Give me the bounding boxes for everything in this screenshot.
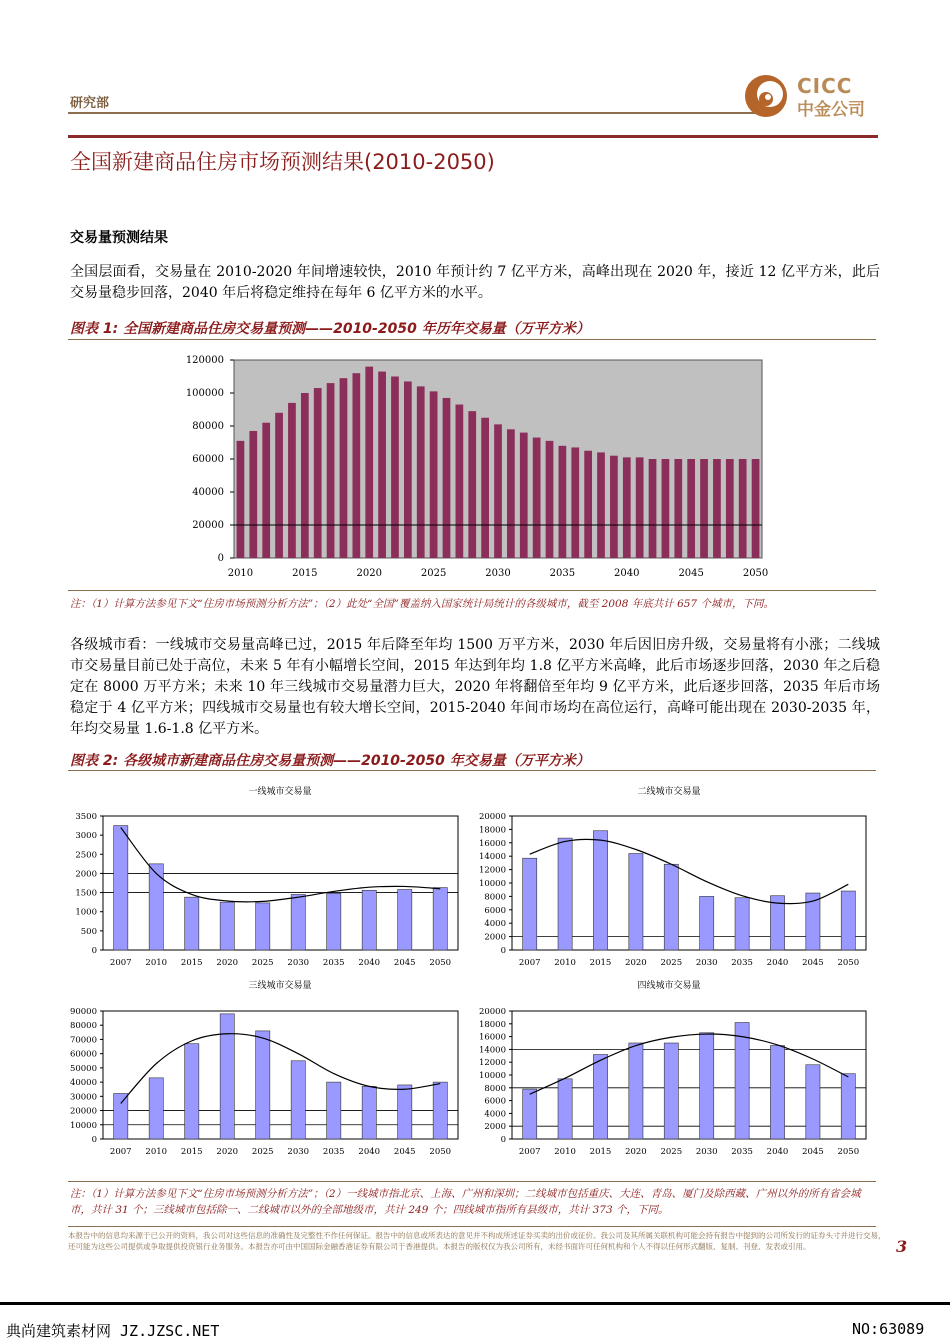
bar-2035 xyxy=(327,893,341,950)
figure2-note: 注：（1）计算方法参见下文“住房市场预测分析方法”；（2）一线城市指北京、上海、广州和深圳；二线城市包括重庆、大连、青岛、厦门及除西藏、广州以外的所有省会城市，共计 31 个；三线城市包括除一、二线城市以外的全部地级市，共计 249 个；四线城市指所有县级市，共计 373 个，下同。 xyxy=(70,1188,861,1216)
y-tick-label: 30000 xyxy=(69,1092,97,1103)
y-tick-label: 12000 xyxy=(478,1058,506,1069)
x-tick-label: 2010 xyxy=(554,958,576,968)
y-tick-label: 40000 xyxy=(69,1078,97,1089)
footer-id: NO:63089 xyxy=(852,1320,925,1338)
bar-2025 xyxy=(664,864,678,950)
x-tick-label: 2035 xyxy=(731,958,753,968)
x-tick-label: 2030 xyxy=(485,568,511,579)
x-tick-label: 2025 xyxy=(420,568,447,579)
y-tick-label: 80000 xyxy=(192,421,224,432)
x-tick-label: 2020 xyxy=(625,958,647,968)
x-tick-label: 2045 xyxy=(678,568,704,579)
y-tick-label: 2500 xyxy=(75,850,97,861)
y-tick-label: 3500 xyxy=(75,812,97,822)
bar-2040 xyxy=(770,1046,784,1139)
y-tick-label: 12000 xyxy=(478,865,506,876)
y-tick-label: 2000 xyxy=(484,932,506,943)
y-tick-label: 8000 xyxy=(484,1083,506,1094)
x-tick-label: 2035 xyxy=(731,1147,753,1157)
x-tick-label: 2040 xyxy=(358,1147,381,1157)
y-tick-label: 2000 xyxy=(75,869,97,880)
bar-2007 xyxy=(523,1089,537,1139)
x-tick-label: 2025 xyxy=(660,958,683,968)
x-tick-label: 2050 xyxy=(429,1147,452,1157)
y-tick-label: 10000 xyxy=(69,1120,97,1131)
x-tick-label: 2050 xyxy=(837,1147,860,1157)
y-tick-label: 120000 xyxy=(185,355,224,366)
y-tick-label: 40000 xyxy=(192,487,224,498)
page-title: 全国新建商品住房市场预测结果(2010-2050) xyxy=(70,150,495,174)
bar-2020 xyxy=(629,854,643,950)
x-tick-label: 2040 xyxy=(358,958,381,968)
bar-2050 xyxy=(433,888,447,950)
x-tick-label: 2015 xyxy=(292,568,318,579)
bar-2007 xyxy=(523,858,537,950)
bar-2010 xyxy=(149,864,163,950)
y-tick-label: 80000 xyxy=(69,1021,97,1032)
department-label: 研究部 xyxy=(70,96,110,111)
figure2-title: 图表 2: 各级城市新建商品住房交易量预测——2010-2050 年交易量（万平方米） xyxy=(70,753,590,769)
bar-2010 xyxy=(558,1079,572,1139)
bar-2030 xyxy=(291,1061,305,1139)
paragraph-city-tiers: 各级城市看：一线城市交易量高峰已过，2015 年后降至年均 1500 万平方米，2030 年后因旧房升级，交易量将有小涨；二线城市交易量目前已处于高位，未来 5 年有小幅增长空间，2015 年达到年均 1.8 亿平方米高峰，此后市场逐步回落，2030 年之后稳定在 8000 万平方米；未来 10 年三线城市交易量潜力巨大，2020 年将翻倍至年均 9 亿平方米，此后逐步回落，2035 年后市场稳定于 4 亿平方米；四线城市交易量也有较大增长空间，2015-2040 年间市场均在高位运行，高峰可能出现在 2030-2035 年，年均交易量 1.6-1.8 亿平方米。 xyxy=(70,637,880,737)
bar-2025 xyxy=(256,1031,270,1139)
x-tick-label: 2040 xyxy=(766,1147,789,1157)
x-tick-label: 2020 xyxy=(625,1147,647,1157)
y-tick-label: 8000 xyxy=(484,892,506,903)
x-tick-label: 2015 xyxy=(589,1147,612,1157)
x-tick-label: 2010 xyxy=(145,1147,168,1157)
x-tick-label: 2010 xyxy=(145,958,168,968)
x-tick-label: 2025 xyxy=(660,1147,683,1157)
y-tick-label: 4000 xyxy=(484,919,506,930)
x-tick-label: 2045 xyxy=(393,1147,416,1157)
x-tick-label: 2040 xyxy=(614,568,640,579)
y-tick-label: 100000 xyxy=(185,388,224,399)
bar-2030 xyxy=(291,894,305,950)
chart-title-tier4: 四线城市交易量 xyxy=(637,981,701,991)
bar-2030 xyxy=(700,1033,714,1139)
bar-2035 xyxy=(327,1082,341,1139)
y-tick-label: 0 xyxy=(91,1135,97,1145)
x-tick-label: 2045 xyxy=(802,958,824,968)
x-tick-label: 2040 xyxy=(766,958,789,968)
y-tick-label: 0 xyxy=(500,1135,506,1145)
y-tick-label: 14000 xyxy=(478,852,506,863)
x-tick-label: 2035 xyxy=(322,1147,345,1157)
y-tick-label: 6000 xyxy=(484,905,506,916)
x-tick-label: 2050 xyxy=(742,568,769,579)
chart-title-tier1: 一线城市交易量 xyxy=(248,787,312,797)
x-tick-label: 2007 xyxy=(518,1147,541,1157)
y-tick-label: 50000 xyxy=(69,1063,97,1074)
x-tick-label: 2050 xyxy=(837,958,860,968)
figure1-note: 注：（1）计算方法参见下文“住房市场预测分析方法”；（2）此处“全国”覆盖纳入国家统计局统计的各级城市，截至 2008 年底共计 657 个城市，下同。 xyxy=(70,598,774,610)
page-number: 3 xyxy=(896,1237,908,1256)
bar-2015 xyxy=(185,897,199,950)
bar-2010 xyxy=(558,838,572,950)
bar-2035 xyxy=(735,898,749,950)
y-tick-label: 1500 xyxy=(75,888,97,899)
y-tick-label: 14000 xyxy=(478,1045,506,1056)
bar-2007 xyxy=(114,1093,128,1139)
x-tick-label: 2035 xyxy=(322,958,345,968)
bar-2020 xyxy=(220,1014,234,1139)
bar-2040 xyxy=(362,1086,376,1139)
bar-2050 xyxy=(841,891,855,950)
chart-title-tier3: 三线城市交易量 xyxy=(248,981,312,991)
x-tick-label: 2045 xyxy=(393,958,416,968)
x-tick-label: 2030 xyxy=(287,958,310,968)
x-tick-label: 2030 xyxy=(695,958,718,968)
bar-2020 xyxy=(220,902,234,950)
section-title: 交易量预测结果 xyxy=(70,230,168,246)
y-tick-label: 20000 xyxy=(69,1106,97,1117)
bar-2010 xyxy=(149,1078,163,1139)
bar-2045 xyxy=(398,1085,412,1139)
y-tick-label: 20000 xyxy=(478,812,506,822)
disclaimer-text: 本报告中的信息均来源于已公开的资料，我公司对这些信息的准确性及完整性不作任何保证。报告中的信息或所表达的意见并不构成所述证券买卖的出价或征价。我公司及其所属关联机构可能会持有报告中提到的公司所发行的证券头寸并进行交易，还可能为这些公司提供或争取提供投资银行业务服务。本报告亦可由中国国际金融香港证券有限公司于香港提供。本报告的版权仅为我公司所有，未经书面许可任何机构和个人不得以任何形式翻版、复制、刊登、发表或引用。 xyxy=(68,1231,886,1251)
y-tick-label: 20000 xyxy=(478,1007,506,1017)
footer-watermark: 典尚建筑素材网 JZ.JZSC.NET xyxy=(6,1322,220,1340)
x-tick-label: 2015 xyxy=(180,1147,203,1157)
bar-2035 xyxy=(735,1023,749,1139)
y-tick-label: 20000 xyxy=(192,520,224,531)
bar-2025 xyxy=(664,1043,678,1139)
bar-2015 xyxy=(185,1044,199,1139)
paragraph-national: 全国层面看，交易量在 2010-2020 年间增速较快，2010 年预计约 7 亿平方米，高峰出现在 2020 年，接近 12 亿平方米，此后交易量稳步回落，2040 年后将稳定维持在每年 6 亿平方米的水平。 xyxy=(70,264,880,301)
y-tick-label: 10000 xyxy=(478,1071,506,1081)
y-tick-label: 3000 xyxy=(75,831,97,842)
y-tick-label: 500 xyxy=(80,926,97,937)
x-tick-label: 2015 xyxy=(180,958,203,968)
x-tick-label: 2030 xyxy=(695,1147,718,1157)
x-tick-label: 2030 xyxy=(287,1147,310,1157)
x-tick-label: 2010 xyxy=(227,568,254,579)
x-tick-label: 2050 xyxy=(429,958,452,968)
chart-title-tier2: 二线城市交易量 xyxy=(637,787,701,797)
x-tick-label: 2010 xyxy=(554,1147,576,1157)
y-tick-label: 90000 xyxy=(69,1007,97,1017)
x-tick-label: 2045 xyxy=(802,1147,824,1157)
y-tick-label: 10000 xyxy=(478,879,506,889)
bar-2050 xyxy=(841,1074,855,1139)
y-tick-label: 1000 xyxy=(75,907,97,918)
logo-text: CICC xyxy=(797,74,853,98)
x-tick-label: 2020 xyxy=(216,1147,239,1157)
bar-2030 xyxy=(700,896,714,950)
y-tick-label: 0 xyxy=(217,553,224,564)
footer-bar xyxy=(0,1302,950,1305)
y-tick-label: 70000 xyxy=(69,1035,97,1046)
y-tick-label: 60000 xyxy=(192,454,224,465)
x-tick-label: 2020 xyxy=(216,958,239,968)
x-tick-label: 2025 xyxy=(251,1147,274,1157)
x-tick-label: 2020 xyxy=(356,568,382,579)
bar-2015 xyxy=(593,1055,607,1139)
bar-2045 xyxy=(398,890,412,950)
x-tick-label: 2007 xyxy=(109,958,132,968)
y-tick-label: 2000 xyxy=(484,1122,506,1133)
bar-2007 xyxy=(114,826,128,950)
y-tick-label: 4000 xyxy=(484,1109,506,1120)
figure2-rule-bottom xyxy=(68,1181,876,1182)
y-tick-label: 16000 xyxy=(478,1032,506,1043)
logo-cn: 中金公司 xyxy=(797,100,865,120)
x-tick-label: 2015 xyxy=(589,958,612,968)
y-tick-label: 6000 xyxy=(484,1096,506,1107)
y-tick-label: 60000 xyxy=(69,1049,97,1060)
bar-2015 xyxy=(593,831,607,950)
bar-2050 xyxy=(433,1082,447,1139)
bar-2025 xyxy=(256,903,270,950)
figure1-title: 图表 1: 全国新建商品住房交易量预测——2010-2050 年历年交易量（万平方米） xyxy=(70,321,590,337)
y-tick-label: 0 xyxy=(500,946,506,956)
y-tick-label: 0 xyxy=(91,946,97,956)
y-tick-label: 18000 xyxy=(478,1019,506,1030)
bar-2040 xyxy=(362,890,376,950)
disclaimer-rule xyxy=(68,1226,876,1227)
y-tick-label: 18000 xyxy=(478,825,506,836)
y-tick-label: 16000 xyxy=(478,838,506,849)
x-tick-label: 2007 xyxy=(109,1147,132,1157)
x-tick-label: 2007 xyxy=(518,958,541,968)
x-tick-label: 2035 xyxy=(549,568,576,579)
bar-2020 xyxy=(629,1043,643,1139)
bar-2045 xyxy=(806,1065,820,1139)
x-tick-label: 2025 xyxy=(251,958,274,968)
